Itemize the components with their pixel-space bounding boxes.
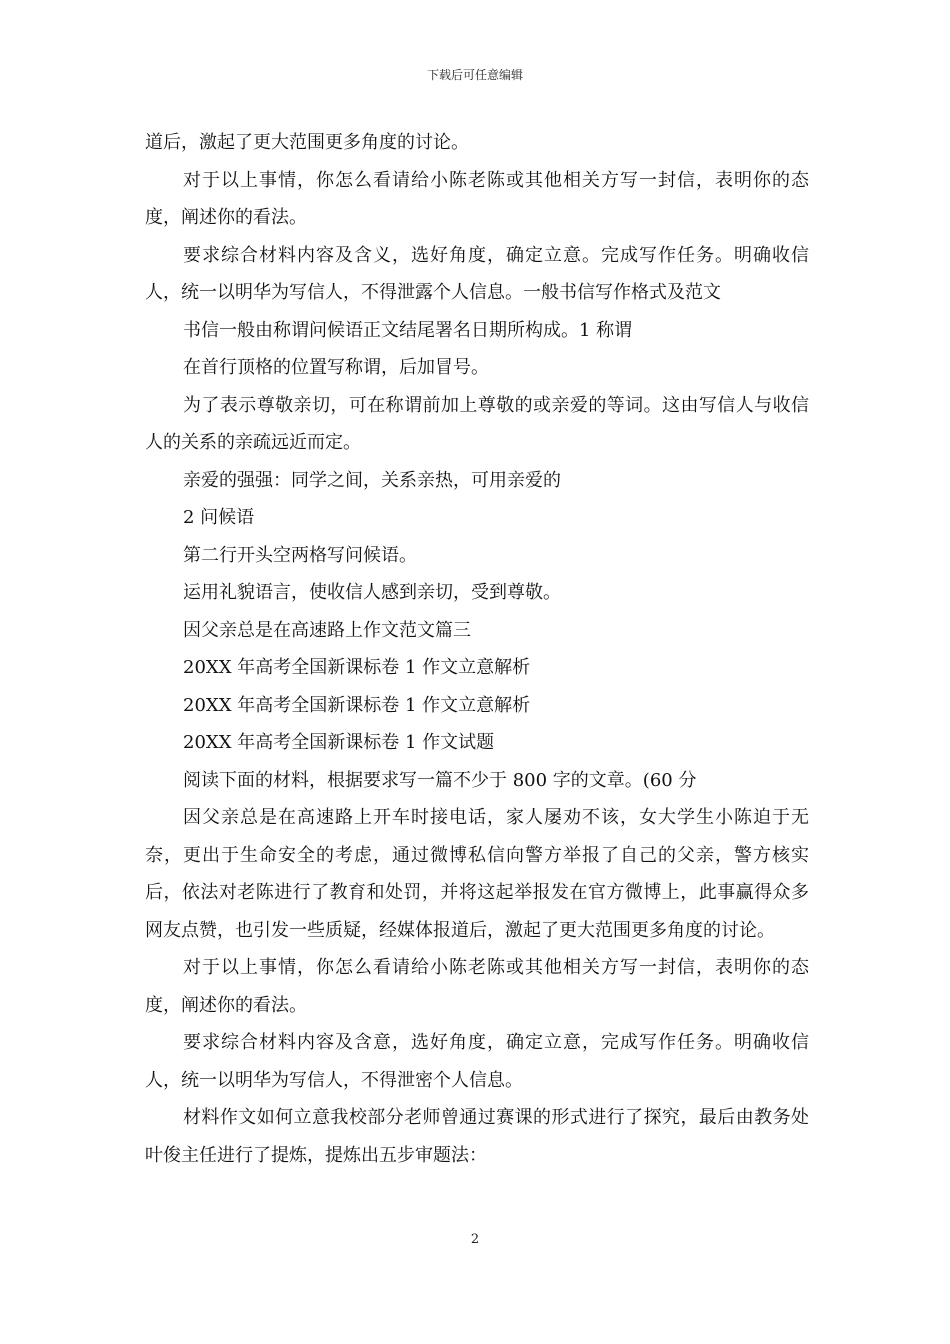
paragraph: 道后，激起了更大范围更多角度的讨论。 [145, 132, 469, 153]
paragraph: 第二行开头空两格写问候语。 [183, 544, 417, 566]
paragraph: 对于以上事情，你怎么看请给小陈老陈或其他相关方写一封信，表明你的态度，阐述你的看法。 [145, 957, 809, 1016]
paragraph: 20XX 年高考全国新课标卷 1 作文立意解析 [183, 657, 531, 678]
paragraph: 书信一般由称谓问候语正文结尾署名日期所构成。1 称谓 [183, 319, 633, 341]
paragraph: 运用礼貌语言，使收信人感到亲切，受到尊敬。 [183, 582, 561, 603]
paragraph: 2 问候语 [183, 507, 255, 528]
page-header: 下载后可任意编辑 [426, 68, 523, 82]
paragraph: 阅读下面的材料，根据要求写一篇不少于 800 字的文章。(60 分 [183, 769, 697, 791]
paragraph: 亲爱的强强：同学之间，关系亲热，可用亲爱的 [183, 469, 561, 491]
paragraph: 要求综合材料内容及含意，选好角度，确定立意，完成写作任务。明确收信人，统一以明华为写信人，不得泄密个人信息。 [145, 1032, 809, 1091]
paragraph: 要求综合材料内容及含义，选好角度，确定立意。完成写作任务。明确收信人，统一以明华为写信人，不得泄露个人信息。一般书信写作格式及范文 [145, 244, 809, 303]
paragraph: 材料作文如何立意我校部分老师曾通过赛课的形式进行了探究，最后由教务处叶俊主任进行了提炼，提炼出五步审题法： [145, 1107, 809, 1166]
document-body [145, 124, 809, 1174]
paragraph: 因父亲总是在高速路上开车时接电话，家人屡劝不该，女大学生小陈迫于无奈，更出于生命安全的考虑，通过微博私信向警方举报了自己的父亲，警方核实后，依法对老陈进行了教育和处罚，并将这起举报发在官方微博上，此事赢得众多网友点赞，也引发一些质疑，经媒体报道后，激起了更大范围更多角度的讨论。 [145, 807, 809, 941]
paragraph: 20XX 年高考全国新课标卷 1 作文试题 [183, 732, 495, 753]
paragraph: 对于以上事情，你怎么看请给小陈老陈或其他相关方写一封信，表明你的态度，阐述你的看法。 [145, 169, 809, 228]
paragraph: 为了表示尊敬亲切，可在称谓前加上尊敬的或亲爱的等词。这由写信人与收信人的关系的亲疏远近而定。 [145, 394, 809, 453]
paragraph: 在首行顶格的位置写称谓，后加冒号。 [183, 357, 489, 378]
page-number: 2 [470, 1232, 480, 1247]
paragraph: 20XX 年高考全国新课标卷 1 作文立意解析 [183, 694, 531, 716]
paragraph: 因父亲总是在高速路上作文范文篇三 [183, 619, 471, 641]
